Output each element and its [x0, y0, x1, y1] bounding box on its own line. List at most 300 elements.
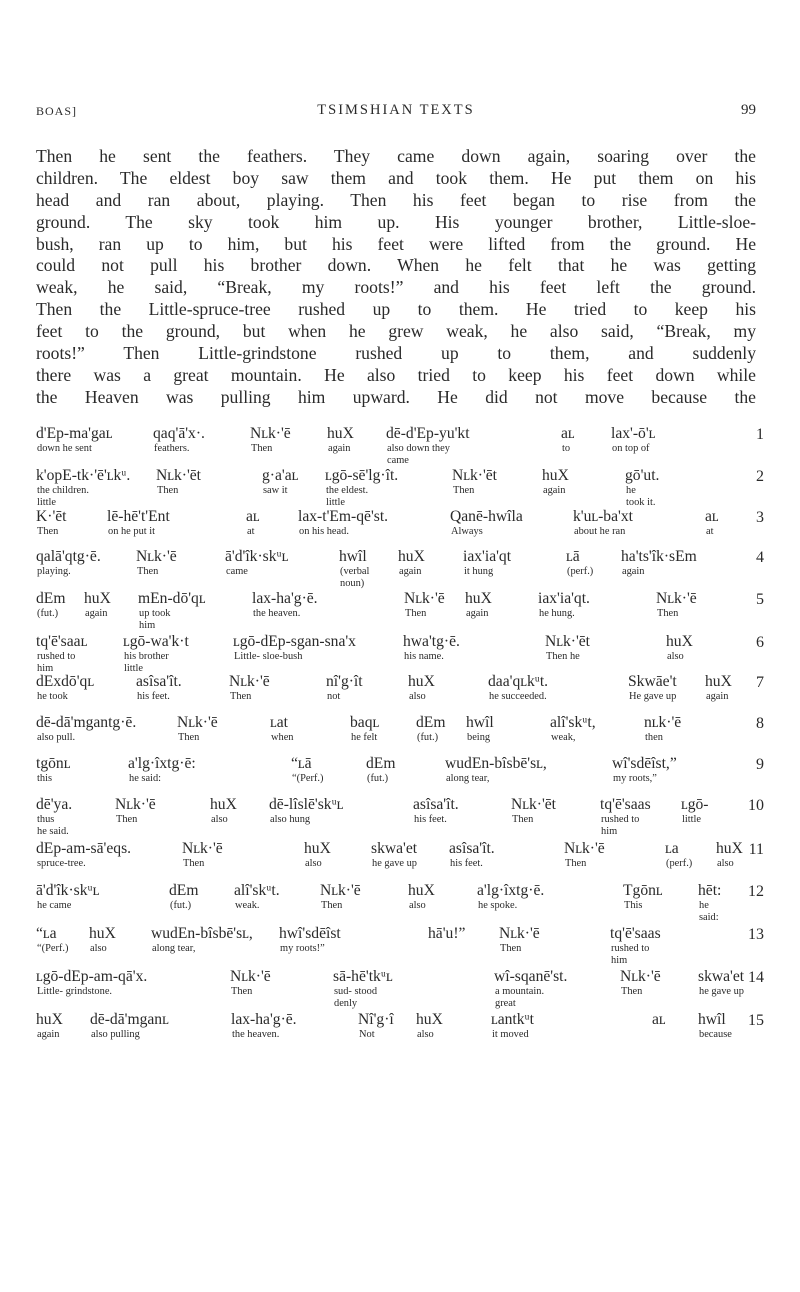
interlinear-line [36, 1011, 764, 1051]
native-word: dē-dā'mgantg·ē. [36, 714, 137, 731]
gloss: he said: [129, 773, 162, 784]
native-word: Nî'g·î [358, 1011, 394, 1028]
native-word: lax-t'Em-qē'st. [298, 508, 389, 525]
word-pair [36, 467, 130, 509]
interlinear-line [36, 548, 764, 588]
gloss: Then [621, 986, 643, 997]
word-pair [499, 925, 540, 955]
native-word: Nʟk·'ē [499, 925, 540, 942]
gloss: weak, [551, 732, 576, 743]
native-word: wudEn-bîsbē'sʟ, [151, 925, 253, 942]
line-number: 15 [748, 1012, 764, 1029]
line-number: 1 [756, 426, 764, 443]
native-word: asîsa'ît. [449, 840, 495, 857]
native-word: Tgōnʟ [623, 882, 663, 899]
word-pair [681, 796, 709, 826]
native-word: hwî'sdēîst [279, 925, 341, 942]
native-word: d'Ep-ma'gaʟ [36, 425, 113, 442]
native-word: qaq'ā'x·. [153, 425, 205, 442]
native-word: aʟ [705, 508, 719, 525]
word-pair [339, 548, 369, 590]
word-pair [327, 425, 354, 455]
gloss: (verbal [340, 566, 370, 577]
gloss: weak. [235, 900, 260, 911]
prose-line: Then the Little-spruce-tree rushed up to them. He tried to keep his [36, 299, 756, 320]
word-pair [698, 968, 744, 998]
native-word: dē'ya. [36, 796, 73, 813]
gloss: Then [178, 732, 200, 743]
native-word: Nʟk·'ēt [156, 467, 202, 484]
native-word: ʟgō-wa'k·t [123, 633, 189, 650]
native-word: K·'ēt [36, 508, 67, 525]
gloss: on he put it [108, 526, 156, 537]
word-pair [716, 840, 743, 870]
gloss: the eldest. [326, 485, 369, 496]
native-word: ʟa [665, 840, 679, 857]
native-word: tq'ē'saas [600, 796, 651, 813]
word-pair [511, 796, 556, 826]
gloss: at [706, 526, 714, 537]
native-word: Nʟk·'ēt [511, 796, 557, 813]
word-pair [644, 714, 681, 744]
interlinear-line [36, 925, 764, 965]
prose-line: Then he sent the feathers. They came down again, soaring over the [36, 146, 756, 166]
native-word: aʟ [561, 425, 575, 442]
word-pair [445, 755, 547, 785]
native-word: iax'ia'qt [463, 548, 512, 565]
gloss: Not [359, 1029, 375, 1040]
native-word: a'lg·îxtg·ē: [128, 755, 196, 772]
gloss: when [271, 732, 294, 743]
native-word: ʟgō-dEp-sgan-sna'x [233, 633, 356, 650]
word-pair [398, 548, 425, 578]
gloss: his feet. [450, 858, 483, 869]
native-word: hēt: [698, 882, 722, 899]
gloss: also [305, 858, 322, 869]
gloss: he hung. [539, 608, 575, 619]
word-pair [358, 1011, 394, 1041]
native-word: k'opE-tk·'ē'ʟkᵘ. [36, 467, 131, 484]
gloss: Then [251, 443, 273, 454]
native-word: Nʟk·'ē [136, 548, 177, 565]
word-pair [36, 714, 136, 744]
word-pair [463, 548, 511, 578]
word-pair [416, 1011, 443, 1041]
gloss: Then [453, 485, 475, 496]
word-pair [177, 714, 218, 744]
native-word: huX [304, 840, 331, 857]
word-pair [36, 925, 68, 955]
interlinear-line [36, 882, 764, 922]
gloss: also [409, 900, 426, 911]
gloss: also hung [270, 814, 311, 825]
line-number: 10 [748, 797, 764, 814]
native-word: Qanē-hwîla [450, 508, 523, 525]
page-header [36, 104, 756, 128]
word-pair [234, 882, 280, 912]
interlinear-line [36, 467, 764, 507]
gloss: Then [231, 986, 253, 997]
word-pair [36, 633, 87, 675]
gloss: also [417, 1029, 434, 1040]
native-word: huX [89, 925, 116, 942]
native-word: daa'qʟkᵘt. [488, 673, 549, 690]
native-word: ʟgō- [681, 796, 709, 813]
native-word: hwa'tg·ē. [403, 633, 460, 650]
native-word: a'lg·îxtg·ē. [477, 882, 545, 899]
native-word: hwîl [698, 1011, 726, 1028]
gloss: little [326, 497, 346, 508]
gloss: Then he [546, 651, 580, 662]
word-pair [115, 796, 156, 826]
gloss: again [37, 1029, 60, 1040]
gloss: also [717, 858, 734, 869]
native-word: iax'ia'qt. [538, 590, 590, 607]
word-pair [652, 1011, 666, 1029]
word-pair [408, 882, 435, 912]
line-number: 14 [748, 969, 764, 986]
native-word: huX [398, 548, 425, 565]
native-word: dē-dā'mganʟ [90, 1011, 169, 1028]
native-word: hwîl [339, 548, 367, 565]
gloss: Then [183, 858, 205, 869]
native-word: ā'd'îk·skᵘʟ [36, 882, 100, 899]
word-pair [36, 508, 67, 538]
word-pair [623, 882, 663, 912]
word-pair [262, 467, 298, 497]
native-word: ha'ts'îk·sEm [621, 548, 697, 565]
gloss: him [37, 663, 54, 674]
native-word: huX [416, 1011, 443, 1028]
native-word: Nʟk·'ē [404, 590, 445, 607]
line-number: 8 [756, 715, 764, 732]
native-word: huX [542, 467, 569, 484]
word-pair [252, 590, 318, 620]
word-pair [366, 755, 395, 785]
gloss: the children. [37, 485, 89, 496]
native-word: dEp-am-sā'eqs. [36, 840, 132, 857]
native-word: nî'g·ît [326, 673, 363, 690]
line-number: 3 [756, 509, 764, 526]
gloss: he [699, 900, 709, 911]
interlinear-line [36, 968, 764, 1008]
native-word: Nʟk·'ē [115, 796, 156, 813]
word-pair [550, 714, 596, 744]
gloss: his brother [124, 651, 169, 662]
native-word: gō'ut. [625, 467, 660, 484]
gloss: great [495, 998, 516, 1009]
word-pair [36, 796, 72, 838]
native-word: sā-hē'tkᵘʟ [333, 968, 393, 985]
word-pair [36, 425, 112, 455]
word-pair [123, 633, 189, 675]
native-word: asîsa'ît. [413, 796, 459, 813]
gloss: along tear, [446, 773, 490, 784]
native-word: dEm [169, 882, 199, 899]
gloss: him [601, 826, 618, 837]
word-pair [450, 508, 523, 538]
word-pair [538, 590, 590, 620]
gloss: him [611, 955, 628, 966]
word-pair [36, 840, 131, 870]
word-pair [151, 925, 253, 955]
gloss: a mountain. [495, 986, 545, 997]
prose-line: the Heaven was pulling him upward. He did not move because the [36, 386, 756, 407]
native-word: huX [716, 840, 743, 857]
prose-line: could not pull his brother down. When he felt that he was getting [36, 255, 756, 276]
word-pair [408, 673, 435, 703]
gloss: at [247, 526, 255, 537]
word-pair [304, 840, 331, 870]
gloss: on his head. [299, 526, 349, 537]
word-pair [350, 714, 379, 744]
word-pair [600, 796, 651, 838]
word-pair [542, 467, 569, 497]
word-pair [452, 467, 497, 497]
line-number: 13 [748, 926, 764, 943]
native-word: Nʟk·'ē [620, 968, 661, 985]
gloss: up took [139, 608, 171, 619]
gloss: Little- sloe-bush [234, 651, 303, 662]
prose-line: ground. The sky took him up. His younger brother, Little-sloe- [36, 211, 756, 232]
word-pair [477, 882, 544, 912]
gloss: little [124, 663, 144, 674]
native-word: Nʟk·'ē [229, 673, 270, 690]
native-word: wudEn-bîsbē'sʟ, [445, 755, 547, 772]
running-head-title: TSIMSHIAN TEXTS [317, 102, 475, 118]
word-pair [564, 840, 605, 870]
word-pair [449, 840, 495, 870]
native-word: lax'-ō'ʟ [611, 425, 656, 442]
gloss: along tear, [152, 943, 196, 954]
word-pair [279, 925, 341, 955]
native-word: ʟgō-dEp-am-qā'x. [36, 968, 148, 985]
word-pair [612, 755, 677, 785]
native-word: skwa'et [698, 968, 745, 985]
native-word: “ʟa [36, 925, 57, 942]
word-pair [90, 1011, 169, 1041]
gloss: Then [321, 900, 343, 911]
word-pair [225, 548, 288, 578]
gloss: the heaven. [253, 608, 301, 619]
word-pair [233, 633, 356, 663]
word-pair [628, 673, 677, 703]
line-number: 9 [756, 756, 764, 773]
gloss: also [409, 691, 426, 702]
word-pair [84, 590, 111, 620]
gloss: Then [657, 608, 679, 619]
gloss: then [645, 732, 663, 743]
gloss: he took [37, 691, 68, 702]
gloss: again [622, 566, 645, 577]
line-number: 7 [756, 674, 764, 691]
gloss: he said. [37, 826, 69, 837]
word-pair [413, 796, 459, 826]
word-pair [269, 796, 343, 826]
gloss: he gave up [372, 858, 418, 869]
prose-line: head and ran about, playing. Then his feet began to rise from the [36, 189, 756, 210]
gloss: about he ran [574, 526, 626, 537]
word-pair [656, 590, 697, 620]
gloss: this [37, 773, 53, 784]
native-word: huX [666, 633, 693, 650]
translation-paragraph [36, 146, 756, 409]
word-pair [36, 1011, 63, 1041]
native-word: tq'ē'saaʟ [36, 633, 88, 650]
word-pair [665, 840, 692, 870]
native-word: g·a'aʟ [262, 467, 299, 484]
gloss: to [562, 443, 571, 454]
word-pair [666, 633, 693, 663]
gloss: his feet. [137, 691, 170, 702]
native-word: ʟā [566, 548, 580, 565]
word-pair [36, 882, 99, 912]
native-word: alî'skᵘt, [550, 714, 596, 731]
native-word: huX [408, 882, 435, 899]
word-pair [153, 425, 205, 455]
word-pair [136, 673, 182, 703]
gloss: the heaven. [232, 1029, 280, 1040]
gloss: sud- stood [334, 986, 378, 997]
word-pair [611, 425, 655, 455]
gloss: again [706, 691, 729, 702]
word-pair [466, 714, 494, 744]
word-pair [610, 925, 661, 967]
gloss: my roots,” [613, 773, 657, 784]
word-pair [136, 548, 177, 578]
word-pair [561, 425, 575, 455]
native-word: Nʟk·'ēt [545, 633, 591, 650]
gloss: down he sent [37, 443, 92, 454]
word-pair [320, 882, 361, 912]
native-word: huX [327, 425, 354, 442]
word-pair [156, 467, 201, 497]
gloss: he came [37, 900, 72, 911]
native-word: ā'd'îk·skᵘʟ [225, 548, 289, 565]
gloss: being [467, 732, 491, 743]
gloss: Then [500, 943, 522, 954]
native-word: Nʟk·'ē [230, 968, 271, 985]
interlinear-line [36, 590, 764, 630]
native-word: hwîl [466, 714, 494, 731]
word-pair [231, 1011, 297, 1041]
gloss: also [211, 814, 228, 825]
line-number: 5 [756, 591, 764, 608]
word-pair [621, 548, 697, 578]
native-word: huX [210, 796, 237, 813]
word-pair [404, 590, 445, 620]
word-pair [698, 882, 721, 924]
native-word: tgōnʟ [36, 755, 71, 772]
prose-line: feet to the ground, but when he grew weak, he also said, “Break, my [36, 321, 756, 342]
gloss: Always [451, 526, 483, 537]
word-pair [573, 508, 633, 538]
gloss: He gave up [629, 691, 677, 702]
gloss: Then [230, 691, 252, 702]
native-word: Skwāe't [628, 673, 677, 690]
line-number: 2 [756, 468, 764, 485]
word-pair [491, 1011, 534, 1041]
native-word: aʟ [652, 1011, 666, 1028]
gloss: Then [565, 858, 587, 869]
word-pair [428, 925, 465, 943]
gloss: playing. [37, 566, 71, 577]
native-word: Nʟk·'ē [182, 840, 223, 857]
gloss: (perf.) [666, 858, 693, 869]
word-pair [494, 968, 567, 1010]
word-pair [705, 508, 719, 538]
gloss: spruce-tree. [37, 858, 86, 869]
gloss: feathers. [154, 443, 190, 454]
gloss: “(Perf.) [292, 773, 324, 784]
gloss: (perf.) [567, 566, 594, 577]
gloss: he [626, 485, 636, 496]
gloss: (fut.) [37, 608, 59, 619]
native-word: ʟat [270, 714, 288, 731]
word-pair [270, 714, 294, 744]
word-pair [36, 755, 70, 785]
word-pair [620, 968, 661, 998]
gloss: he spoke. [478, 900, 518, 911]
gloss: saw it [263, 485, 288, 496]
gloss: “(Perf.) [37, 943, 69, 954]
gloss: noun) [340, 578, 365, 589]
word-pair [138, 590, 206, 632]
native-word: dEm [366, 755, 396, 772]
gloss: also [90, 943, 107, 954]
gloss: his name. [404, 651, 444, 662]
gloss: Then [157, 485, 179, 496]
word-pair [210, 796, 237, 826]
word-pair [89, 925, 116, 955]
gloss: Then [116, 814, 138, 825]
gloss: came [387, 455, 409, 466]
native-word: wî-sqanē'st. [494, 968, 568, 985]
prose-line: roots!” Then Little-grindstone rushed up to them, and suddenly [36, 343, 756, 364]
native-word: dē-lîslē'skᵘʟ [269, 796, 344, 813]
word-pair [488, 673, 548, 703]
gloss: again [399, 566, 422, 577]
word-pair [36, 548, 101, 578]
native-word: dExdō'qʟ [36, 673, 95, 690]
gloss: rushed to [37, 651, 76, 662]
interlinear-line [36, 508, 764, 548]
word-pair [36, 590, 65, 620]
word-pair [566, 548, 593, 578]
word-pair [298, 508, 388, 538]
native-word: Nʟk·'ē [320, 882, 361, 899]
gloss: came [226, 566, 248, 577]
gloss: my roots!” [280, 943, 325, 954]
word-pair [416, 714, 445, 744]
native-word: alî'skᵘt. [234, 882, 280, 899]
gloss: he felt [351, 732, 378, 743]
interlinear-line [36, 755, 764, 795]
native-word: ʟgō-sē'lg·ît. [325, 467, 399, 484]
word-pair [246, 508, 260, 538]
running-head-left: BOAS] [36, 104, 78, 118]
native-word: Nʟk·'ēt [452, 467, 498, 484]
word-pair [291, 755, 323, 785]
gloss: also pull. [37, 732, 76, 743]
line-number: 12 [748, 883, 764, 900]
native-word: lax-ha'g·ē. [231, 1011, 297, 1028]
word-pair [386, 425, 470, 467]
gloss: Then [405, 608, 427, 619]
word-pair [36, 968, 147, 998]
gloss: also down they [387, 443, 450, 454]
word-pair [625, 467, 659, 509]
